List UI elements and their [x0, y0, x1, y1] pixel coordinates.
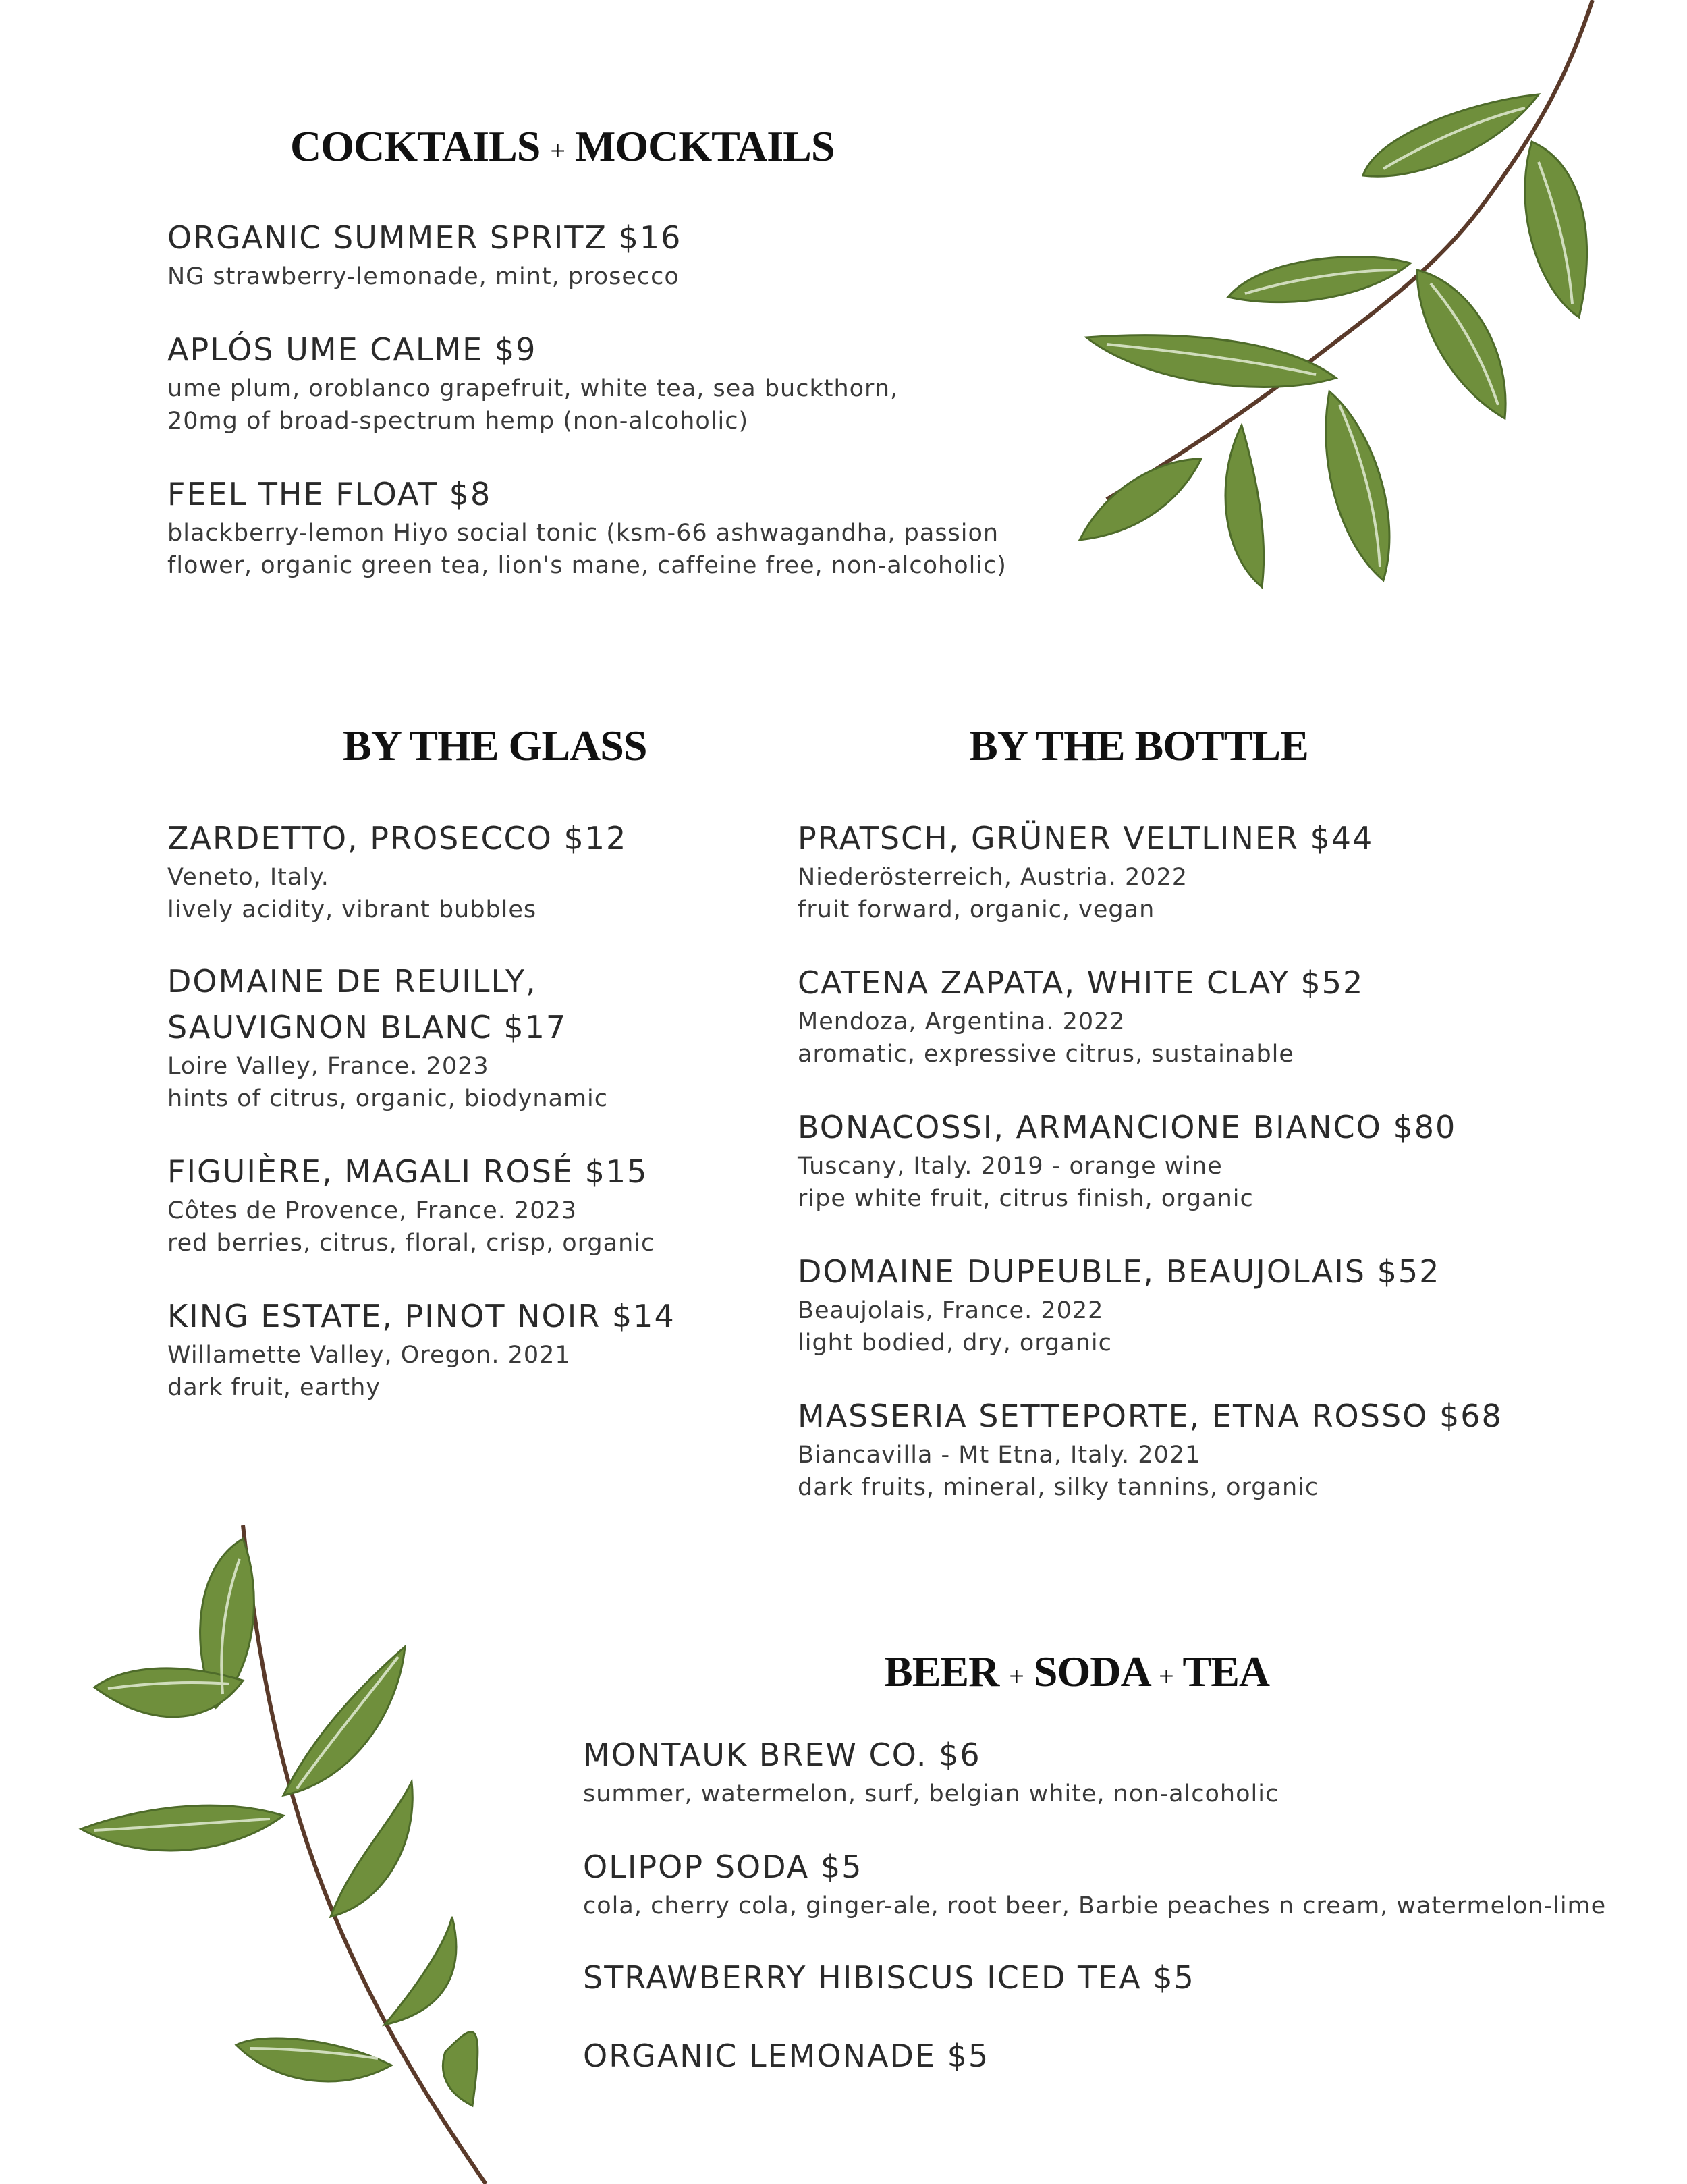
- menu-item-description: flower, organic green tea, lion's mane, caffeine free, non-alcoholic): [167, 552, 1007, 579]
- menu-item-region: Biancavilla - Mt Etna, Italy. 2021: [798, 1442, 1201, 1469]
- menu-item-title: OLIPOP SODA $5: [583, 1849, 863, 1885]
- menu-item-title: FEEL THE FLOAT $8: [167, 476, 492, 512]
- menu-item-title: ZARDETTO, PROSECCO $12: [167, 820, 628, 856]
- menu-item-notes: ripe white fruit, citrus finish, organic: [798, 1185, 1254, 1212]
- menu-item-title: APLÓS UME CALME $9: [167, 331, 537, 368]
- menu-item-organic-summer-spritz: [167, 215, 682, 293]
- beer-heading-word: BEER: [884, 1647, 999, 1695]
- by-the-glass-heading: BY THE GLASS: [343, 721, 647, 769]
- menu-item-strawberry-hibiscus-iced-tea: [583, 1955, 1195, 2000]
- beer-heading-plus-1: +: [1009, 1660, 1024, 1691]
- menu-item-description: summer, watermelon, surf, belgian white, non-alcoholic: [583, 1780, 1279, 1807]
- menu-item-domaine-de-reuilly: [167, 958, 608, 1115]
- menu-item-description: blackberry-lemon Hiyo social tonic (ksm-66 ashwagandha, passion: [167, 520, 999, 547]
- menu-item-title: BONACOSSI, ARMANCIONE BIANCO $80: [798, 1109, 1457, 1145]
- menu-item-region: Mendoza, Argentina. 2022: [798, 1008, 1126, 1035]
- soda-heading-word: SODA: [1033, 1647, 1149, 1695]
- menu-item-region: Tuscany, Italy. 2019 - orange wine: [798, 1153, 1223, 1180]
- menu-item-feel-the-float: [167, 471, 1007, 582]
- menu-item-notes: dark fruit, earthy: [167, 1374, 381, 1401]
- menu-item-title: SAUVIGNON BLANC $17: [167, 1009, 568, 1045]
- cocktails-heading: [290, 121, 834, 171]
- menu-item-notes: light bodied, dry, organic: [798, 1330, 1112, 1357]
- menu-item-description: 20mg of broad-spectrum hemp (non-alcoholic): [167, 408, 749, 435]
- by-the-bottle-heading: BY THE BOTTLE: [969, 721, 1308, 769]
- menu-item-title: DOMAINE DUPEUBLE, BEAUJOLAIS $52: [798, 1253, 1441, 1290]
- menu-item-aplos-ume-calme: [167, 327, 898, 437]
- menu-item-title: KING ESTATE, PINOT NOIR $14: [167, 1298, 675, 1334]
- tea-heading-word: TEA: [1182, 1647, 1270, 1695]
- olive-branch-icon-top-right: [1066, 0, 1606, 607]
- menu-item-title: MONTAUK BREW CO. $6: [583, 1737, 981, 1773]
- menu-item-region: Beaujolais, France. 2022: [798, 1297, 1104, 1324]
- menu-item-description: ume plum, oroblanco grapefruit, white tea, sea buckthorn,: [167, 375, 899, 402]
- menu-item-zardetto-prosecco: [167, 815, 627, 926]
- menu-item-bonacossi-armancione-bianco: [798, 1104, 1456, 1215]
- cocktails-heading-plus: +: [550, 135, 565, 166]
- menu-item-title: FIGUIÈRE, MAGALI ROSÉ $15: [167, 1153, 648, 1190]
- olive-branch-icon-bottom-left: [67, 1512, 513, 2184]
- menu-item-description: cola, cherry cola, ginger-ale, root beer, Barbie peaches n cream, watermelon-lime: [583, 1892, 1607, 1919]
- menu-item-figuiere-magali-rose: [167, 1149, 655, 1259]
- menu-item-notes: hints of citrus, organic, biodynamic: [167, 1085, 609, 1112]
- menu-item-masseria-setteporte-etna-rosso: [798, 1393, 1503, 1504]
- menu-item-notes: fruit forward, organic, vegan: [798, 896, 1155, 923]
- menu-item-title: STRAWBERRY HIBISCUS ICED TEA $5: [583, 1959, 1195, 1996]
- menu-item-pratsch-gruner-veltliner: [798, 815, 1373, 926]
- menu-item-title: MASSERIA SETTEPORTE, ETNA ROSSO $68: [798, 1398, 1503, 1434]
- menu-item-title: ORGANIC SUMMER SPRITZ $16: [167, 219, 682, 256]
- menu-item-title: CATENA ZAPATA, WHITE CLAY $52: [798, 964, 1364, 1001]
- menu-item-catena-zapata-white-clay: [798, 960, 1364, 1070]
- menu-item-description: NG strawberry-lemonade, mint, prosecco: [167, 263, 680, 290]
- menu-item-region: Niederösterreich, Austria. 2022: [798, 864, 1188, 891]
- beer-soda-tea-heading: [884, 1647, 1269, 1697]
- menu-item-region: Willamette Valley, Oregon. 2021: [167, 1342, 571, 1369]
- menu-item-notes: aromatic, expressive citrus, sustainable: [798, 1041, 1294, 1068]
- menu-item-olipop-soda: [583, 1844, 1606, 1922]
- menu-item-notes: lively acidity, vibrant bubbles: [167, 896, 537, 923]
- menu-item-title: ORGANIC LEMONADE $5: [583, 2038, 990, 2074]
- menu-item-montauk-brew-co: [583, 1732, 1279, 1810]
- menu-item-title: DOMAINE DE REUILLY,: [167, 963, 537, 1000]
- cocktails-heading-word-2: MOCKTAILS: [574, 122, 835, 170]
- menu-item-notes: dark fruits, mineral, silky tannins, organic: [798, 1474, 1319, 1501]
- menu-item-region: Loire Valley, France. 2023: [167, 1053, 489, 1080]
- menu-item-notes: red berries, citrus, floral, crisp, organic: [167, 1230, 655, 1257]
- beer-heading-plus-2: +: [1159, 1660, 1173, 1691]
- cocktails-heading-word-1: COCKTAILS: [290, 122, 541, 170]
- menu-item-region: Veneto, Italy.: [167, 864, 329, 891]
- menu-item-domaine-dupeuble-beaujolais: [798, 1249, 1440, 1359]
- menu-item-region: Côtes de Provence, France. 2023: [167, 1197, 578, 1224]
- menu-item-title: PRATSCH, GRÜNER VELTLINER $44: [798, 820, 1374, 856]
- menu-item-king-estate-pinot-noir: [167, 1293, 675, 1404]
- menu-item-organic-lemonade: [583, 2033, 989, 2079]
